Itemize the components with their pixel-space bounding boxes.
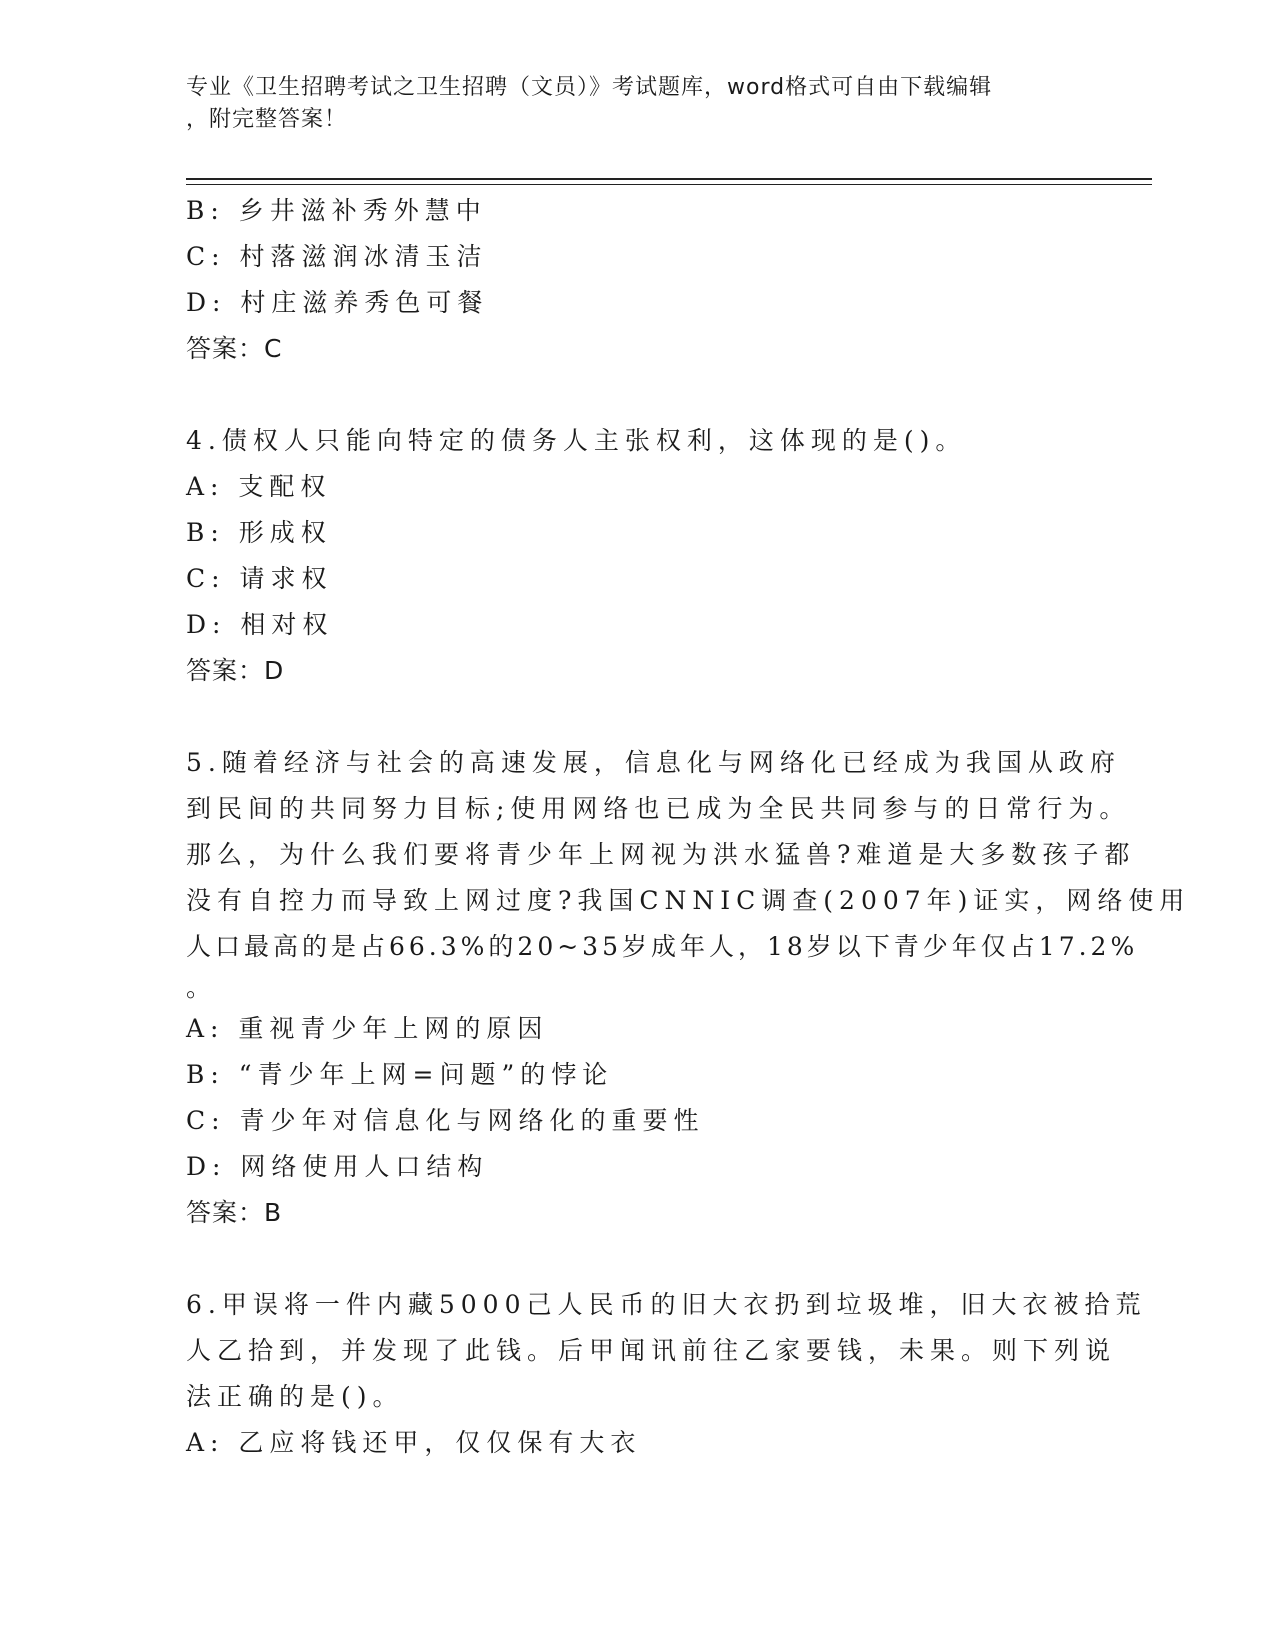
question-5 <box>186 740 1191 1236</box>
question-stem-line: 6.甲误将一件内藏5000己人民币的旧大衣扔到垃圾堆，旧大衣被拾荒 <box>186 1290 1147 1319</box>
question-4 <box>186 418 1086 694</box>
question-stem-line: 法正确的是()。 <box>186 1382 404 1411</box>
answer-line: 答案：D <box>186 656 285 685</box>
question-stem-line: 那么，为什么我们要将青少年上网视为洪水猛兽?难道是大多数孩子都 <box>186 840 1136 869</box>
option-d: D: 相对权 <box>186 610 334 639</box>
option-b: B: 形成权 <box>186 518 332 547</box>
option-c: C: 请求权 <box>186 564 333 593</box>
question-6 <box>186 1282 1147 1466</box>
document-header <box>186 72 1086 136</box>
question-stem: 4.债权人只能向特定的债务人主张权利，这体现的是()。 <box>186 426 967 455</box>
answer-line: 答案：C <box>186 334 283 363</box>
option-a: A: 重视青少年上网的原因 <box>186 1014 549 1043</box>
question-stem-line: 没有自控力而导致上网过度?我国CNNIC调查(2007年)证实，网络使用 <box>186 886 1191 915</box>
question-stem-line: 人乙拾到，并发现了此钱。后甲闻讯前往乙家要钱，未果。则下列说 <box>186 1336 1117 1365</box>
option-d: D: 网络使用人口结构 <box>186 1152 489 1181</box>
option-b: B: 乡井滋补秀外慧中 <box>186 196 487 225</box>
header-divider-thin <box>186 184 1152 185</box>
option-d: D: 村庄滋养秀色可餐 <box>186 288 489 317</box>
header-line-1: 专业《卫生招聘考试之卫生招聘（文员）》考试题库，word格式可自由下载编辑 <box>186 75 993 100</box>
option-c: C: 村落滋润冰清玉洁 <box>186 242 488 271</box>
question-3-tail <box>186 188 1086 372</box>
header-divider-thick <box>186 178 1152 180</box>
option-b: B: “青少年上网=问题”的悖论 <box>186 1060 614 1089</box>
question-list <box>186 188 1191 1466</box>
question-stem-line: 。 <box>186 973 218 1002</box>
question-stem-line: 5.随着经济与社会的高速发展，信息化与网络化已经成为我国从政府 <box>186 748 1121 777</box>
answer-line: 答案：B <box>186 1198 283 1227</box>
question-stem-line: 到民间的共同努力目标;使用网络也已成为全民共同参与的日常行为。 <box>186 794 1131 823</box>
header-line-2: ，附完整答案！ <box>186 107 348 132</box>
option-c: C: 青少年对信息化与网络化的重要性 <box>186 1106 705 1135</box>
question-stem-line: 人口最高的是占66.3%的20~35岁成年人，18岁以下青少年仅占17.2% <box>186 932 1139 961</box>
option-a: A: 支配权 <box>186 472 332 501</box>
option-a: A: 乙应将钱还甲，仅仅保有大衣 <box>186 1428 642 1457</box>
